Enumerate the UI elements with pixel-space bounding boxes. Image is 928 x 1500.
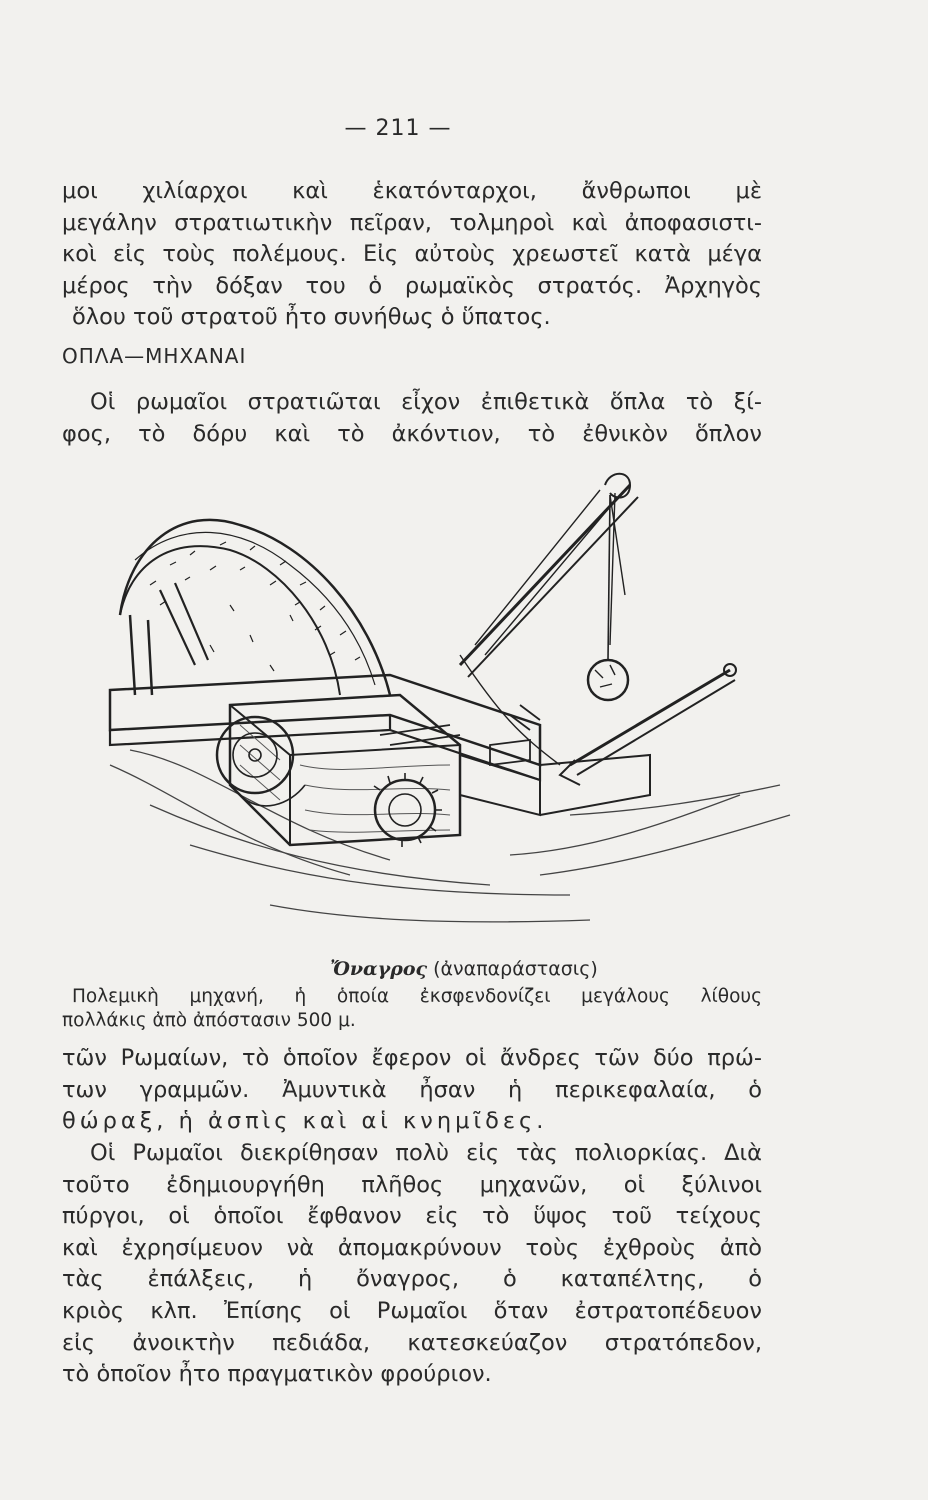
text-line: Οἱ ρωμαῖοι στρατιῶται εἶχον ἐπιθετικὰ ὅπλα τὸ ξί- bbox=[90, 389, 762, 415]
text-line: τοῦτο ἐδημιουργήθη πλῆθος μηχανῶν, οἱ ξύλινοι bbox=[62, 1171, 762, 1198]
text-line: μοι χιλίαρχοι καὶ ἑκατόνταρχοι, ἄνθρωποι μὲ bbox=[62, 178, 762, 204]
paragraph-weapons bbox=[62, 387, 762, 450]
text-line: τῶν Ρωμαίων, τὸ ὁποῖον ἔφερον οἱ ἄνδρες τῶν δύο πρώ- bbox=[62, 1045, 762, 1071]
text-line: κριὸς κλπ. Ἐπίσης οἱ Ρωμαῖοι ὅταν ἐστρατοπέδευον bbox=[62, 1297, 762, 1324]
text-line: τὰς ἐπάλξεις, ἡ ὄναγρος, ὁ καταπέλτης, ὁ bbox=[62, 1266, 762, 1293]
caption-line: πολλάκις ἀπὸ ἀπόστασιν 500 μ. bbox=[62, 1010, 356, 1031]
paragraph-sieges bbox=[62, 1138, 762, 1391]
text-line: κοὶ εἰς τοὺς πολέμους. Εἰς αὐτοὺς χρεωστεῖ κατὰ μέγα bbox=[62, 241, 762, 268]
text-line: τὸ ὁποῖον ἦτο πραγματικὸν φρούριον. bbox=[62, 1361, 492, 1388]
figure-title bbox=[0, 958, 928, 980]
onager-siege-engine-icon bbox=[90, 465, 810, 945]
text-line: πύργοι, οἱ ὁποῖοι ἔφθανον εἰς τὸ ὕψος τοῦ τείχους bbox=[62, 1203, 762, 1230]
caption-line: Πολεμικὴ μηχανή, ἡ ὁποία ἐκσφενδονίζει μεγάλους λίθους bbox=[72, 986, 762, 1007]
text-line: εἰς ἀνοικτὴν πεδιάδα, κατεσκεύαζον στρατόπεδον, bbox=[62, 1329, 762, 1356]
paragraph-armor bbox=[62, 1043, 762, 1138]
text-line: καὶ ἐχρησίμευον νὰ ἀπομακρύνουν τοὺς ἐχθροὺς ἀπὸ bbox=[62, 1234, 762, 1261]
text-line: ὅλου τοῦ στρατοῦ ἦτο συνήθως ὁ ὕπατος. bbox=[72, 304, 551, 331]
text-line: μέρος τὴν δόξαν του ὁ ρωμαϊκὸς στρατός. Ἀρχηγὸς bbox=[62, 272, 762, 299]
figure-title-subtitle: (ἀναπαράστασις) bbox=[433, 958, 598, 980]
figure-caption bbox=[62, 985, 762, 1033]
text-line: θώραξ, ἡ ἀσπὶς καὶ αἱ κνημῖδες. bbox=[62, 1108, 548, 1135]
text-line: των γραμμῶν. Ἀμυντικὰ ἦσαν ἡ περικεφαλαία, ὁ bbox=[62, 1076, 762, 1103]
figure-title-name: Ὄναγρος bbox=[330, 958, 428, 980]
text-line: μεγάλην στρατιωτικὴν πεῖραν, τολμηροὶ καὶ ἀποφασιστι- bbox=[62, 209, 762, 236]
paragraph-officers bbox=[62, 176, 762, 334]
text-line: φος, τὸ δόρυ καὶ τὸ ἀκόντιον, τὸ ἐθνικὸν ὅπλον bbox=[62, 420, 762, 447]
page-number: — 211 — bbox=[344, 116, 452, 141]
section-heading: ΟΠΛΑ—ΜΗΧΑΝΑΙ bbox=[62, 344, 247, 368]
text-line: Οἱ Ρωμαῖοι διεκρίθησαν πολὺ εἰς τὰς πολιορκίας. Διὰ bbox=[90, 1140, 762, 1166]
